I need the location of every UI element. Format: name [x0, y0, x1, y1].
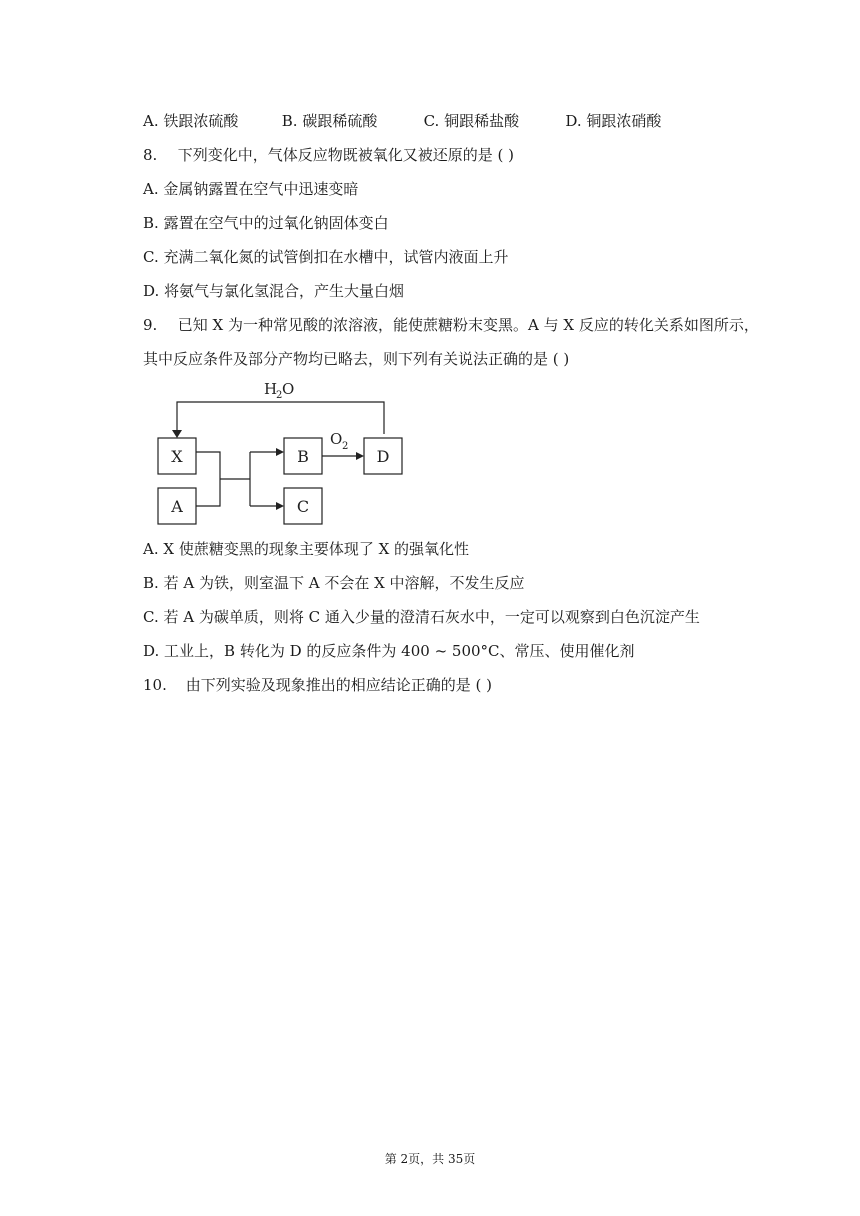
question-number: 8.	[143, 146, 158, 164]
option-text: 铜跟浓硝酸	[586, 112, 662, 130]
option-text: 铁跟浓硫酸	[163, 112, 239, 130]
box-d-label: D	[376, 447, 390, 466]
oxygen-label-o: O	[330, 430, 343, 448]
question-text: 其中反应条件及部分产物均已略去，则下列有关说法正确的是 ( )	[143, 350, 570, 368]
option-text: 铜跟稀盐酸	[444, 112, 520, 130]
q7-option-d	[565, 110, 661, 132]
option-label: D.	[143, 642, 160, 660]
page-footer: 第 2页，共 35页	[384, 1152, 476, 1166]
q7-option-a	[143, 110, 277, 132]
water-label-sub: 2	[276, 390, 283, 401]
option-text: X 使蔗糖变黑的现象主要体现了 X 的强氧化性	[163, 540, 470, 558]
q8-option-c	[143, 246, 509, 268]
option-label: C.	[143, 608, 159, 626]
q9-option-a	[143, 538, 469, 560]
option-label: A.	[143, 180, 159, 198]
option-text: 将氨气与氯化氢混合，产生大量白烟	[164, 282, 405, 300]
water-label-o: O	[282, 380, 295, 398]
box-b-label: B	[297, 447, 309, 466]
q9-stem-line2	[143, 348, 569, 370]
water-feedback-line	[177, 402, 384, 434]
q7-option-b	[282, 110, 419, 132]
option-label: C.	[423, 112, 440, 130]
arrowhead-c	[276, 502, 284, 510]
option-label: D.	[143, 282, 160, 300]
reaction-diagram	[150, 372, 420, 532]
question-text: 已知 X 为一种常见酸的浓溶液，能使蔗糖粉末变黑。A 与 X 反应的转化关系如图所示，	[177, 316, 759, 334]
box-c-label: C	[296, 497, 310, 516]
q7-option-c	[424, 110, 561, 132]
question-number: 9.	[143, 316, 158, 334]
q10-stem	[143, 674, 492, 696]
q9-stem-line1	[143, 314, 759, 336]
option-label: D.	[565, 112, 582, 130]
q7-options-row	[143, 110, 661, 132]
option-label: B.	[281, 112, 298, 130]
option-label: B.	[143, 214, 159, 232]
arrowhead-x	[172, 430, 182, 438]
option-text: 充满二氧化氮的试管倒扣在水槽中，试管内液面上升	[163, 248, 509, 266]
option-text: 露置在空气中的过氧化钠固体变白	[163, 214, 389, 232]
q8-option-a	[143, 178, 358, 200]
water-label-h: H	[264, 380, 278, 398]
box-x-label: X	[171, 447, 183, 466]
option-label: C.	[143, 248, 159, 266]
box-a-label: A	[171, 497, 183, 516]
option-text: 碳跟稀硫酸	[302, 112, 378, 130]
option-label: A.	[143, 540, 159, 558]
option-label: A.	[143, 112, 159, 130]
oxygen-label-sub: 2	[342, 441, 349, 452]
q8-option-b	[143, 212, 389, 234]
question-text: 下列变化中，气体反应物既被氧化又被还原的是 ( )	[177, 146, 515, 164]
option-text: 若 A 为碳单质，则将 C 通入少量的澄清石灰水中，一定可以观察到白色沉淀产生	[163, 608, 700, 626]
q9-option-d	[143, 640, 635, 662]
x-join-line	[196, 452, 220, 506]
option-text: 工业上，B 转化为 D 的反应条件为 400 ~ 500°C、常压、使用催化剂	[164, 642, 635, 660]
option-text: 金属钠露置在空气中迅速变暗	[163, 180, 359, 198]
question-number: 10.	[143, 676, 167, 694]
q8-option-d	[143, 280, 404, 302]
q8-stem	[143, 144, 514, 166]
arrowhead-b	[276, 448, 284, 456]
q9-option-c	[143, 606, 700, 628]
arrowhead-d	[356, 452, 364, 460]
option-label: B.	[143, 574, 159, 592]
option-text: 若 A 为铁，则室温下 A 不会在 X 中溶解，不发生反应	[163, 574, 525, 592]
q9-option-b	[143, 572, 525, 594]
question-text: 由下列实验及现象推出的相应结论正确的是 ( )	[185, 676, 493, 694]
